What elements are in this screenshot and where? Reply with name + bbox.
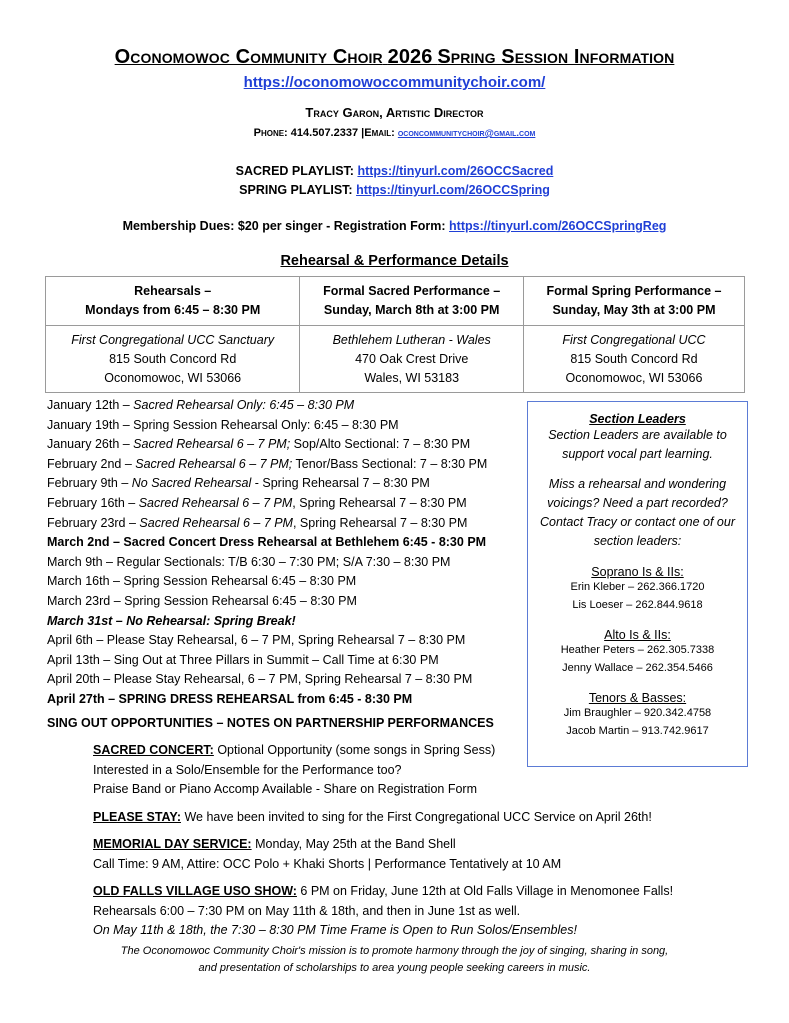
please-stay-text: We have been invited to sing for the First Congregational UCC Service on April 26th!: [180, 810, 652, 824]
tenor-bass-heading: Tenors & Basses:: [588, 691, 687, 705]
mission-line: and presentation of scholarships to area young people seeking careers in music.: [198, 962, 591, 974]
memorial-day-text: Monday, May 25th at the Band Shell: [251, 837, 456, 851]
schedule-row: January 26th – Sacred Rehearsal 6 – 7 PM; Sop/Alto Sectional: 7 – 8:30 PM: [47, 437, 471, 452]
leader-contact: Erin Kleber – 262.366.1720: [570, 581, 705, 593]
schedule-row: February 16th – Sacred Rehearsal 6 – 7 PM, Spring Rehearsal 7 – 8:30 PM: [47, 495, 467, 510]
sacred-concert-note: [93, 741, 495, 800]
please-stay-label: PLEASE STAY:: [93, 810, 181, 824]
section-leaders-heading: Section Leaders: [589, 412, 686, 426]
uso-show-note: [93, 882, 673, 941]
spring-playlist-label: SPRING PLAYLIST:: [239, 183, 353, 197]
schedule-row: January 19th – Spring Session Rehearsal Only: 6:45 – 8:30 PM: [47, 417, 399, 432]
leader-contact: Jim Braughler – 920.342.4758: [563, 707, 712, 719]
spring-performance-header: Formal Spring Performance – Sunday, May 3th at 3:00 PM: [523, 277, 744, 326]
details-location-row: [46, 326, 745, 393]
schedule-row: February 2nd – Sacred Rehearsal 6 – 7 PM; Tenor/Bass Sectional: 7 – 8:30 PM: [47, 456, 488, 471]
membership-dues-line: [0, 219, 789, 233]
spring-location: First Congregational UCC 815 South Concord Rd Oconomowoc, WI 53066: [523, 326, 744, 393]
schedule-row: April 27th – SPRING DRESS REHEARSAL from 6:45 - 8:30 PM: [47, 691, 413, 706]
schedule-row: April 13th – Sing Out at Three Pillars in Summit – Call Time at 6:30 PM: [47, 652, 439, 667]
schedule-row: April 6th – Please Stay Rehearsal, 6 – 7 PM, Spring Rehearsal 7 – 8:30 PM: [47, 633, 466, 648]
sacred-playlist-line: [0, 164, 789, 178]
sacred-concert-text: Optional Opportunity (some songs in Spring Sess): [213, 743, 496, 757]
details-table: [45, 276, 745, 393]
phone-number: 414.507.2337: [290, 127, 359, 139]
schedule-row: March 16th – Spring Session Rehearsal 6:45 – 8:30 PM: [47, 574, 357, 589]
sacred-concert-label: SACRED CONCERT:: [93, 743, 214, 757]
spring-playlist-line: [0, 183, 789, 197]
sing-out-heading: SING OUT OPPORTUNITIES – NOTES ON PARTNERSHIP PERFORMANCES: [47, 716, 494, 730]
phone-label: Phone:: [253, 127, 288, 139]
uso-show-line: Rehearsals 6:00 – 7:30 PM on May 11th & 18th, and then in June 1st as well.: [93, 903, 521, 918]
sacred-concert-line: Interested in a Solo/Ensemble for the Performance too?: [93, 762, 402, 777]
mission-line: The Oconomowoc Community Choir's mission is to promote harmony through the joy of singing, sharing in song,: [120, 945, 669, 957]
schedule-row: January 12th – Sacred Rehearsal Only: 6:45 – 8:30 PM: [47, 398, 355, 412]
registration-form-link[interactable]: https://tinyurl.com/26OCCSpringReg: [449, 219, 667, 233]
alto-heading: Alto Is & IIs:: [604, 628, 671, 642]
spring-playlist-link[interactable]: https://tinyurl.com/26OCCSpring: [356, 183, 550, 197]
section-leaders-intro: Section Leaders are available to support vocal part learning.: [548, 428, 727, 461]
leader-contact: Lis Loeser – 262.844.9618: [572, 598, 703, 611]
section-leaders-contact-note: Miss a rehearsal and wondering voicings? Need a part recorded? Contact Tracy or contact one of our section leaders:: [539, 477, 735, 548]
artistic-director: Tracy Garon, Artistic Director: [305, 105, 484, 120]
rehearsals-header: Rehearsals – Mondays from 6:45 – 8:30 PM: [46, 277, 300, 326]
sacred-location: Bethlehem Lutheran - Wales 470 Oak Crest Drive Wales, WI 53183: [300, 326, 524, 393]
details-header-row: [46, 277, 745, 326]
memorial-day-line: Call Time: 9 AM, Attire: OCC Polo + Khaki Shorts | Performance Tentatively at 10 AM: [93, 856, 562, 871]
sacred-performance-header: Formal Sacred Performance – Sunday, March 8th at 3:00 PM: [300, 277, 524, 326]
rehearsal-location: First Congregational UCC Sanctuary 815 South Concord Rd Oconomowoc, WI 53066: [46, 326, 300, 393]
uso-show-text: 6 PM on Friday, June 12th at Old Falls Village in Menomonee Falls!: [296, 884, 674, 898]
schedule-row: March 9th – Regular Sectionals: T/B 6:30 – 7:30 PM; S/A 7:30 – 8:30 PM: [47, 554, 451, 569]
sacred-playlist-label: SACRED PLAYLIST:: [235, 164, 354, 178]
please-stay-note: [93, 808, 652, 828]
sacred-playlist-link[interactable]: https://tinyurl.com/26OCCSacred: [357, 164, 554, 178]
uso-show-label: OLD FALLS VILLAGE USO SHOW:: [93, 884, 297, 898]
schedule-row: March 31st – No Rehearsal: Spring Break!: [47, 613, 296, 628]
leader-contact: Heather Peters – 262.305.7338: [560, 644, 715, 656]
email-label: |Email:: [361, 127, 395, 139]
section-leaders-box: [527, 401, 748, 767]
leader-contact: Jenny Wallace – 262.354.5466: [562, 661, 713, 674]
soprano-heading: Soprano Is & IIs:: [591, 565, 684, 579]
email-link[interactable]: oconcommunitychoir@gmail.com: [397, 128, 536, 139]
uso-show-line: On May 11th & 18th, the 7:30 – 8:30 PM Time Frame is Open to Run Solos/Ensembles!: [93, 923, 577, 937]
details-heading: Rehearsal & Performance Details: [280, 253, 509, 269]
schedule-row: February 23rd – Sacred Rehearsal 6 – 7 PM, Spring Rehearsal 7 – 8:30 PM: [47, 515, 468, 530]
schedule-row: February 9th – No Sacred Rehearsal - Spring Rehearsal 7 – 8:30 PM: [47, 476, 430, 491]
memorial-day-note: [93, 835, 561, 874]
document-title: [0, 46, 789, 69]
dues-text: Membership Dues: $20 per singer - Registration Form:: [122, 219, 446, 233]
title-choir-name: Oconomowoc Community Choir: [114, 46, 383, 68]
website-link[interactable]: https://oconomowoccommunitychoir.com/: [243, 74, 546, 91]
sacred-concert-line: Praise Band or Piano Accomp Available - Share on Registration Form: [93, 782, 477, 796]
contact-line: [0, 127, 789, 139]
schedule-row: March 2nd – Sacred Concert Dress Rehearsal at Bethlehem 6:45 - 8:30 PM: [47, 535, 487, 550]
schedule-row: April 20th – Please Stay Rehearsal, 6 – 7 PM, Spring Rehearsal 7 – 8:30 PM: [47, 672, 473, 687]
memorial-day-label: MEMORIAL DAY SERVICE:: [93, 837, 252, 851]
mission-statement: [0, 943, 789, 977]
leader-contact: Jacob Martin – 913.742.9617: [566, 724, 709, 737]
title-session: Spring Session Information: [437, 46, 675, 68]
schedule-row: March 23rd – Spring Session Rehearsal 6:45 – 8:30 PM: [47, 593, 357, 608]
title-year: 2026: [387, 46, 433, 68]
rehearsal-schedule: [47, 396, 537, 710]
